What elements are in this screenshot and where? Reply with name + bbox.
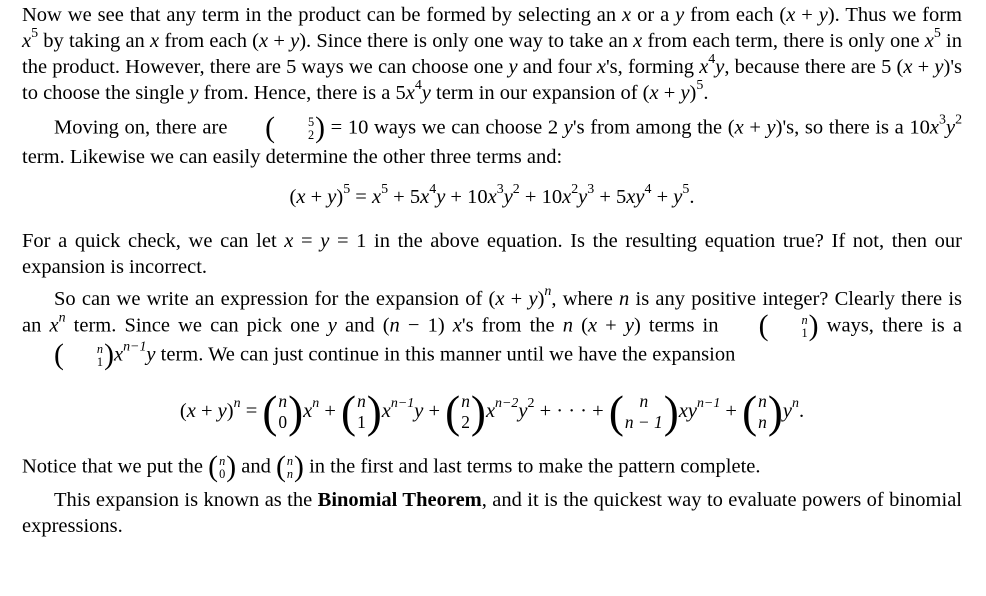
text: is any positive integer? Clearly there is an	[22, 287, 963, 337]
paragraph-5	[22, 453, 962, 483]
text: .	[703, 82, 709, 104]
math-var: y	[414, 400, 424, 423]
binomial-coefficient: ( n 0 )	[262, 386, 304, 437]
text: , where	[551, 287, 620, 310]
binomial-top: n	[278, 390, 288, 411]
exponent: 4	[708, 51, 716, 67]
text: + · · · +	[534, 400, 609, 423]
text: +	[504, 287, 529, 310]
math-var: y	[673, 185, 683, 208]
binomial-top: n	[96, 342, 104, 357]
text: from each term, there is only one	[642, 30, 925, 52]
math-var: x	[49, 314, 59, 337]
text: Now we see that any term in the product can be formed by selecting an	[22, 4, 623, 26]
text: Notice that we put the	[22, 455, 209, 478]
exponent: 3	[587, 181, 595, 197]
text: ). Thus we form	[827, 4, 962, 26]
text: ) terms in	[633, 314, 727, 337]
math-var: y	[578, 185, 588, 208]
math-var: x	[487, 185, 497, 208]
math-var: y	[528, 287, 538, 310]
binomial-coefficient: ( n n − 1 )	[608, 386, 679, 437]
binomial-coefficient: ( n 2 )	[445, 386, 486, 437]
text: term. Likewise we can easily determine the other three terms and:	[22, 145, 563, 168]
text: )'s, so there is a 10	[775, 116, 930, 139]
math-var: x	[596, 56, 606, 78]
text: , because there are 5 (	[724, 56, 904, 78]
equation-expansion-5	[22, 182, 962, 212]
binomial-top: n	[219, 454, 226, 469]
exponent: 5	[343, 181, 351, 197]
binomial-top: n	[286, 454, 294, 469]
math-var: n	[562, 314, 574, 337]
binomial-coefficient: ( n 1 )	[341, 386, 382, 437]
math-var: y	[934, 56, 944, 78]
exponent: 5	[933, 25, 941, 41]
text: =	[240, 400, 263, 423]
exponent: 5	[31, 25, 39, 41]
binomial-top: 5	[307, 114, 315, 129]
binomial-bottom: n	[758, 412, 767, 433]
math-var: x	[786, 4, 796, 26]
math-var: x	[929, 116, 939, 139]
math-var: x	[495, 287, 505, 310]
binomial-top: n	[801, 312, 808, 327]
text: in the product. However, there are 5 ways we can choose one	[22, 30, 963, 78]
math-var: x	[284, 229, 294, 252]
math-var: y	[327, 185, 337, 208]
binomial-top: n	[461, 390, 470, 411]
math-var: y	[327, 314, 337, 337]
math-var: y	[715, 56, 725, 78]
text: , and it is the quickest way to evaluate powers of binomial expressions.	[22, 488, 962, 537]
math-var: x	[699, 56, 709, 78]
exponent: n−1	[123, 339, 147, 355]
text: +	[423, 400, 446, 423]
math-var: y	[945, 116, 956, 139]
math-var: x	[633, 30, 643, 52]
math-var: x	[381, 400, 391, 423]
text: 's, forming	[605, 56, 700, 78]
text: ). Since there is only one way to take an	[299, 30, 634, 52]
text: +	[743, 116, 767, 139]
math-var: y	[290, 30, 300, 52]
binomial-bottom: 0	[278, 412, 288, 433]
equation-binomial-theorem	[22, 383, 962, 439]
math-var: y	[624, 314, 634, 337]
text: from. Hence, there is a 5	[198, 82, 406, 104]
text: +	[658, 82, 681, 104]
text: +	[795, 4, 819, 26]
binomial-coefficient: ( n n )	[275, 451, 304, 484]
binomial-bottom: 1	[357, 412, 366, 433]
paragraph-4	[22, 283, 963, 372]
paragraph-6	[22, 487, 962, 539]
text: 's from among the (	[572, 116, 735, 139]
math-var: y	[563, 116, 573, 139]
text: = 1 in the above equation. Is the resulting equation true? If not, then our expansion is incorrect.	[22, 229, 962, 278]
text: from each (	[684, 4, 787, 26]
text: by taking an	[38, 30, 151, 52]
text: in the first and last terms to make the pattern complete.	[303, 455, 761, 478]
text: .	[798, 400, 805, 423]
exponent: 2	[527, 396, 535, 412]
page-content	[22, 0, 962, 539]
math-var: y	[818, 4, 828, 26]
text: (	[179, 400, 187, 423]
binomial-coefficient: ( n 1 )	[758, 309, 819, 342]
math-var: x	[562, 185, 572, 208]
binomial-bottom: n	[286, 467, 294, 482]
math-var: y	[146, 344, 156, 366]
text: )	[689, 82, 697, 104]
math-var: y	[436, 185, 446, 208]
binomial-coefficient: ( n 1 )	[54, 339, 114, 372]
text: +	[912, 56, 935, 78]
math-var: x	[649, 82, 659, 104]
exponent: n−1	[696, 396, 721, 412]
math-var: x	[405, 82, 415, 104]
exponent: n−2	[495, 396, 519, 412]
paragraph-2	[22, 114, 962, 170]
math-var: y	[675, 4, 685, 26]
exponent: 2	[955, 112, 963, 128]
binomial-bottom: 1	[801, 325, 808, 340]
text: =	[293, 229, 321, 252]
text: )	[537, 287, 545, 310]
text: term. Since we can pick one	[65, 314, 328, 337]
math-var: x	[113, 344, 124, 366]
exponent: 5	[696, 77, 704, 93]
text: − 1)	[399, 314, 453, 337]
text: This expansion is known as the	[54, 488, 318, 511]
exponent: 2	[512, 181, 520, 197]
math-var: y	[782, 400, 792, 423]
math-var: x	[626, 185, 636, 208]
text: )'s to choose the single	[22, 56, 962, 104]
exponent: n	[544, 283, 552, 299]
binomial-bottom: 2	[307, 127, 315, 142]
text: term in our expansion of (	[430, 82, 650, 104]
text: )	[226, 400, 234, 423]
math-var: x	[371, 185, 382, 208]
text: Moving on, there are	[54, 116, 234, 139]
exponent: 2	[571, 181, 579, 197]
text: 's from the	[461, 314, 563, 337]
exponent: 5	[381, 181, 389, 197]
text: For a quick check, we can let	[22, 229, 285, 252]
math-var: x	[485, 400, 496, 423]
math-var: x	[420, 185, 430, 208]
exponent: n	[312, 396, 320, 412]
math-var: y	[518, 400, 528, 423]
math-var: y	[189, 82, 199, 104]
math-var: x	[303, 400, 313, 423]
text: term. We can just continue in this manner until we have the expansion	[155, 344, 736, 366]
binomial-coefficient: ( n 0 )	[208, 451, 237, 484]
math-var: x	[186, 400, 196, 423]
exponent: 5	[682, 181, 690, 197]
text: and (	[336, 314, 390, 337]
exponent: 4	[644, 181, 652, 197]
text: and	[236, 455, 276, 478]
text: and four	[517, 56, 597, 78]
math-var: n	[389, 314, 400, 337]
binomial-top: n	[357, 390, 366, 411]
text: +	[720, 400, 743, 423]
math-var: x	[903, 56, 913, 78]
binomial-top: n	[639, 390, 649, 411]
text: +	[268, 30, 291, 52]
math-var: x	[259, 30, 269, 52]
math-var: y	[320, 229, 330, 252]
text: or a	[631, 4, 676, 26]
math-var: x	[150, 30, 160, 52]
math-var: y	[680, 82, 690, 104]
binomial-coefficient: ( n n )	[742, 386, 783, 437]
math-var: y	[508, 56, 518, 78]
binomial-bottom: n − 1	[624, 412, 663, 433]
exponent: n	[233, 396, 241, 412]
binomial-bottom: 0	[219, 467, 226, 482]
text: = 10 ways we can choose 2	[325, 116, 564, 139]
text: from each (	[159, 30, 260, 52]
math-var: y	[766, 116, 776, 139]
paragraph-1	[22, 2, 962, 106]
paragraph-3	[22, 228, 962, 280]
text: So can we write an expression for the expansion of (	[54, 287, 496, 310]
math-var: xy	[678, 400, 697, 423]
math-var: x	[734, 116, 744, 139]
math-var: x	[587, 314, 598, 337]
exponent: 4	[429, 181, 437, 197]
text: +	[597, 314, 625, 337]
exponent: n−1	[390, 396, 415, 412]
binomial-bottom: 2	[461, 412, 470, 433]
math-var: x	[622, 4, 632, 26]
math-var: x	[296, 185, 306, 208]
binomial-bottom: 1	[96, 355, 104, 370]
binomial-coefficient: ( 5 2 )	[265, 112, 326, 144]
text: +	[195, 400, 218, 423]
term-binomial-theorem: Binomial Theorem	[317, 488, 482, 511]
exponent: n	[58, 310, 66, 326]
exponent: 3	[938, 112, 946, 128]
exponent: 3	[496, 181, 504, 197]
math-var: x	[22, 30, 32, 52]
math-var: y	[503, 185, 513, 208]
math-var: n	[619, 287, 630, 310]
math-var: x	[452, 314, 462, 337]
binomial-top: n	[758, 390, 767, 411]
text: +	[319, 400, 342, 423]
math-var: y	[635, 185, 645, 208]
math-var: y	[217, 400, 227, 423]
exponent: n	[791, 396, 799, 412]
text: (	[573, 314, 588, 337]
text: ways, there is a	[818, 314, 962, 337]
equation-text: $(x + y)^5 = x^5 + 5x^4y + 10x^3y^2 + 10x^2y^3 + 5xy^4 + y^5$.	[289, 181, 695, 208]
exponent: 4	[414, 77, 422, 93]
math-var: y	[421, 82, 431, 104]
math-var: x	[924, 30, 934, 52]
